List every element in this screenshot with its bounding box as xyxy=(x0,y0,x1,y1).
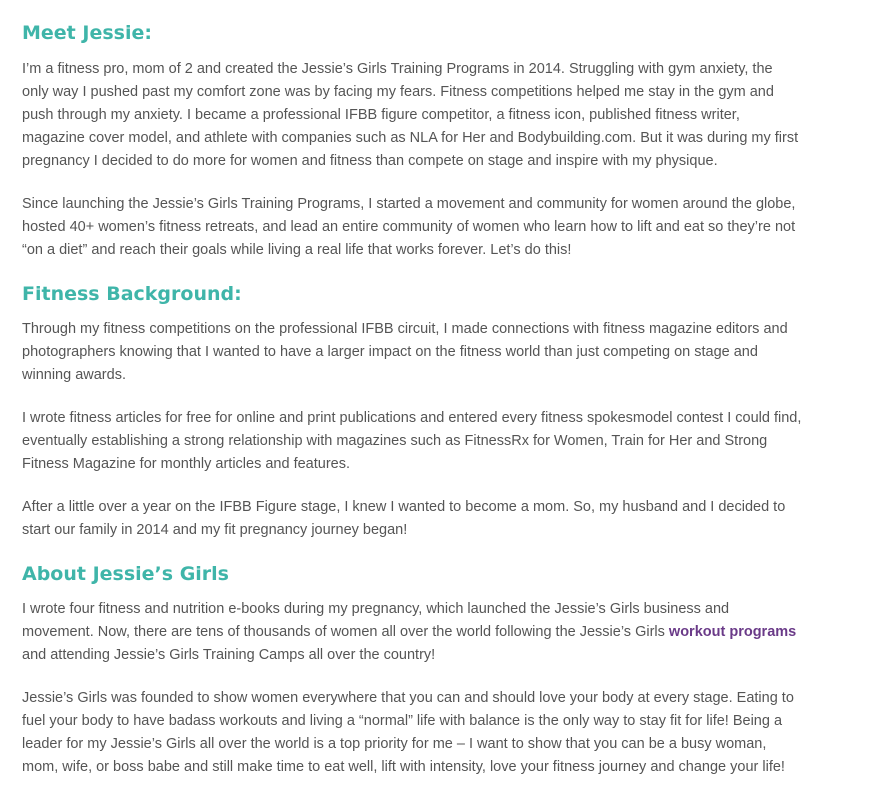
meet-jessie-heading: Meet Jessie: xyxy=(22,22,152,44)
about-paragraph-1-text-end: and attending Jessie’s Girls Training Camps all over the country! xyxy=(22,647,436,663)
meet-paragraph-2: Since launching the Jessie’s Girls Training Programs, I started a movement and community for women around the globe, hosted 40+ women’s fitness retreats, and lead an entire community of women who learn how to lift and eat so they’re not “on a diet” and reach their goals while living a real life that works forever. Let’s do this! xyxy=(22,196,796,258)
about-paragraph-1-text-start: I wrote four fitness and nutrition e-books during my pregnancy, which launched the Jessie’s Girls business and movement. Now, there are tens of thousands of women all over the world following the Jessie’s Girls xyxy=(22,601,730,640)
workout-programs-link[interactable]: workout programs xyxy=(668,624,797,640)
about-jessies-girls-heading: About Jessie’s Girls xyxy=(22,563,229,585)
background-paragraph-3: After a little over a year on the IFBB Figure stage, I knew I wanted to become a mom. So, my husband and I decided to start our family in 2014 and my fit pregnancy journey began! xyxy=(22,499,786,538)
meet-paragraph-1: I’m a fitness pro, mom of 2 and created the Jessie’s Girls Training Programs in 2014. Struggling with gym anxiety, the only way I pushed past my comfort zone was by facing my fears. Fitness competitions helped me stay in the gym and push through my anxiety. I became a professional IFBB figure competitor, a fitness icon, published fitness writer, magazine cover model, and athlete with companies such as NLA for Her and Bodybuilding.com. But it was during my first pregnancy I decided to do more for women and fitness than compete on stage and inspire with my physique. xyxy=(22,61,799,169)
about-paragraph-1 xyxy=(22,598,802,667)
background-paragraph-2: I wrote fitness articles for free for online and print publications and entered every fitness spokesmodel contest I could find, eventually establishing a strong relationship with magazines such as FitnessRx for Women, Train for Her and Strong Fitness Magazine for monthly articles and features. xyxy=(22,410,802,472)
fitness-background-heading: Fitness Background: xyxy=(22,283,242,305)
about-paragraph-2: Jessie’s Girls was founded to show women everywhere that you can and should love your body at every stage. Eating to fuel your body to have badass workouts and living a “normal” life with balance is the only way to stay fit for life! Being a leader for my Jessie’s Girls all over the world is a top priority for me – I want to show that you can be a busy woman, mom, wife, or boss babe and still make time to eat well, lift with intensity, love your fitness journey and change your life! xyxy=(22,690,794,775)
background-paragraph-1: Through my fitness competitions on the professional IFBB circuit, I made connections with fitness magazine editors and photographers knowing that I wanted to have a larger impact on the fitness world than just competing on stage and winning awards. xyxy=(22,321,788,383)
